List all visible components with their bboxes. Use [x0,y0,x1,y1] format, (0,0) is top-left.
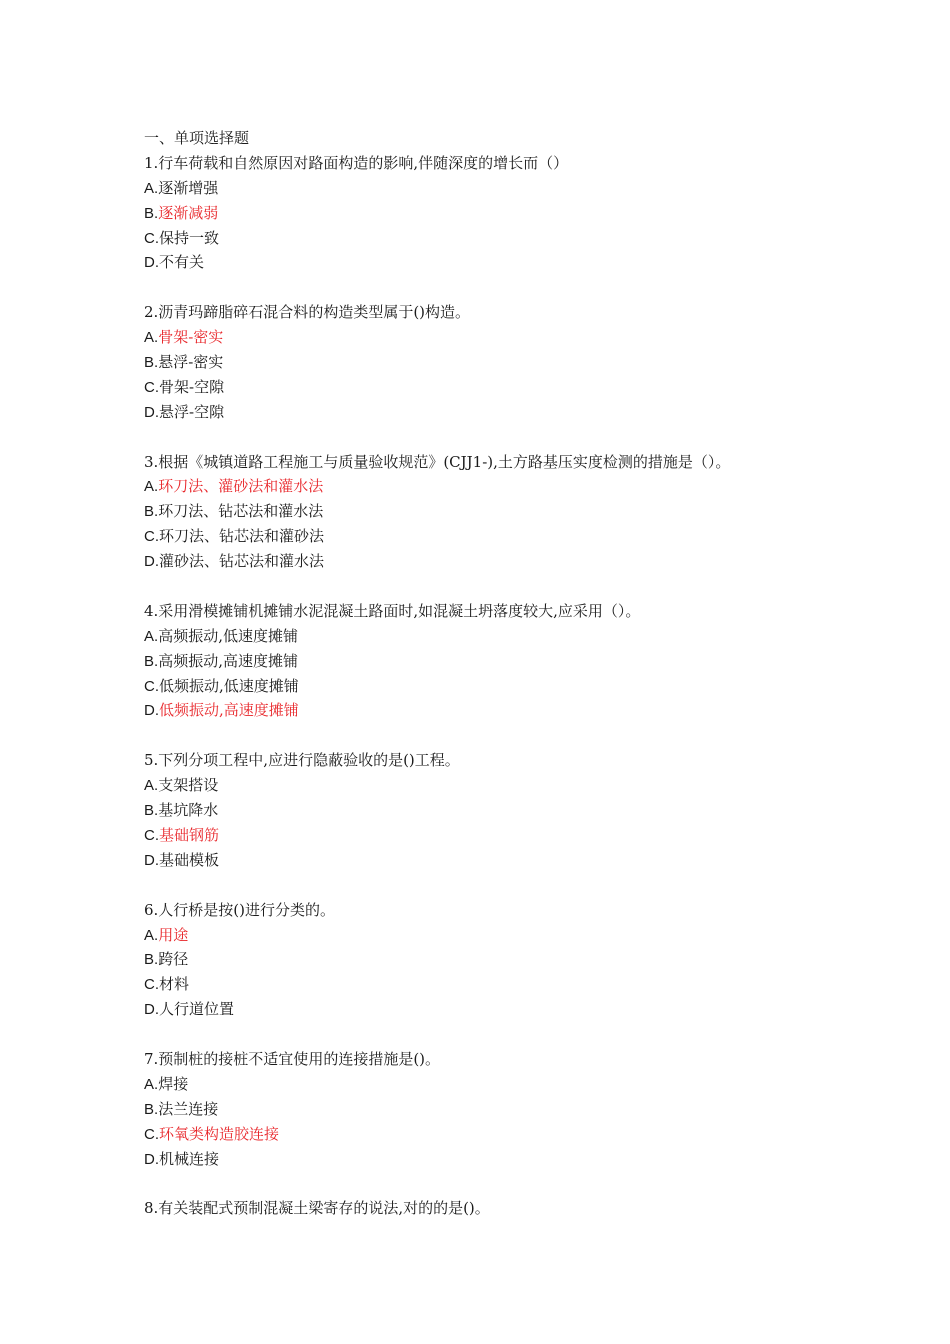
option-text: 机械连接 [159,1149,220,1168]
answer-option-correct [144,474,844,499]
answer-option [144,176,844,201]
answer-option [144,226,844,251]
answer-option-correct [144,325,844,350]
answer-option [144,524,844,549]
option-letter: D. [144,702,159,720]
option-letter: C. [144,528,159,546]
answer-option [144,947,844,972]
question-stem: 4.采用滑模摊铺机摊铺水泥混凝土路面时,如混凝土坍落度较大,应采用（）。 [144,601,641,620]
document-page [144,126,844,1221]
question-spacer [144,574,844,599]
answer-option-correct [144,823,844,848]
option-text: 焊接 [158,1074,189,1093]
question-spacer [144,275,844,300]
option-text: 低频振动,高速度摊铺 [159,701,299,720]
answer-option [144,674,844,699]
option-text: 基础模板 [159,850,220,869]
option-text: 支架搭设 [158,776,219,795]
option-text: 环刀法、钻芯法和灌砂法 [159,527,325,546]
question-spacer [144,1022,844,1047]
option-text: 骨架-密实 [158,328,224,347]
option-text: 法兰连接 [158,1099,219,1118]
answer-option [144,549,844,574]
option-text: 悬浮-密实 [158,353,224,372]
answer-option [144,375,844,400]
answer-option [144,499,844,524]
option-text: 高频振动,低速度摊铺 [158,626,298,645]
question-stem: 1.行车荷载和自然原因对路面构造的影响,伴随深度的增长而（） [144,153,569,172]
question-stem: 6.人行桥是按()进行分类的。 [144,900,336,919]
answer-option [144,400,844,425]
option-letter: A. [144,777,159,795]
option-text: 骨架-空隙 [159,377,225,396]
answer-option [144,773,844,798]
option-letter: C. [144,1125,159,1143]
option-text: 高频振动,高速度摊铺 [158,651,298,670]
option-letter: D. [144,553,159,571]
option-letter: A. [144,478,159,496]
option-text: 保持一致 [159,228,220,247]
option-letter: B. [144,802,159,820]
answer-option [144,1097,844,1122]
answer-option [144,972,844,997]
question-spacer [144,425,844,450]
option-letter: D. [144,851,159,869]
answer-option-correct [144,923,844,948]
option-text: 环氧类构造胶连接 [159,1124,280,1143]
option-text: 跨径 [158,950,189,969]
question-stem: 2.沥青玛蹄脂碎石混合料的构造类型属于()构造。 [144,303,471,322]
option-letter: A. [144,627,159,645]
option-letter: C. [144,378,159,396]
option-text: 低频振动,低速度摊铺 [159,676,299,695]
answer-option [144,350,844,375]
option-letter: D. [144,403,159,421]
option-letter: B. [144,951,159,969]
option-text: 逐渐减弱 [158,203,219,222]
question-spacer [144,723,844,748]
answer-option-correct [144,698,844,723]
answer-option [144,1072,844,1097]
answer-option [144,649,844,674]
option-letter: C. [144,677,159,695]
question-stem: 8.有关装配式预制混凝土梁寄存的说法,对的的是()。 [144,1199,490,1218]
option-text: 逐渐增强 [158,178,219,197]
option-letter: B. [144,204,159,222]
option-letter: D. [144,1150,159,1168]
option-letter: A. [144,1075,159,1093]
question-spacer [144,873,844,898]
option-letter: B. [144,1100,159,1118]
option-text: 灌砂法、钻芯法和灌水法 [159,552,325,571]
option-text: 材料 [159,975,190,994]
option-letter: C. [144,826,159,844]
question-list [144,151,844,1221]
answer-option [144,1147,844,1172]
option-letter: A. [144,179,159,197]
answer-option-correct [144,1122,844,1147]
option-text: 悬浮-空隙 [159,402,225,421]
answer-option [144,624,844,649]
option-text: 基坑降水 [158,801,219,820]
option-letter: B. [144,503,159,521]
option-letter: B. [144,652,159,670]
option-letter: C. [144,229,159,247]
option-letter: D. [144,254,159,272]
answer-option [144,848,844,873]
answer-option [144,250,844,275]
question-spacer [144,1171,844,1196]
answer-option-correct [144,201,844,226]
option-text: 环刀法、灌砂法和灌水法 [158,477,324,496]
question-stem: 7.预制桩的接桩不适宜使用的连接措施是()。 [144,1049,441,1068]
option-text: 用途 [158,925,189,944]
option-letter: C. [144,976,159,994]
option-letter: A. [144,329,159,347]
section-title: 一、单项选择题 [144,129,250,147]
option-text: 环刀法、钻芯法和灌水法 [158,502,324,521]
answer-option [144,997,844,1022]
option-text: 人行道位置 [159,1000,235,1019]
option-letter: B. [144,354,159,372]
question-stem: 5.下列分项工程中,应进行隐蔽验收的是()工程。 [144,751,460,770]
option-text: 基础钢筋 [159,825,220,844]
option-letter: D. [144,1001,159,1019]
answer-option [144,798,844,823]
option-text: 不有关 [159,253,205,272]
question-stem: 3.根据《城镇道路工程施工与质量验收规范》(CJJ1-),土方路基压实度检测的措施是（）。 [144,452,731,471]
option-letter: A. [144,926,159,944]
